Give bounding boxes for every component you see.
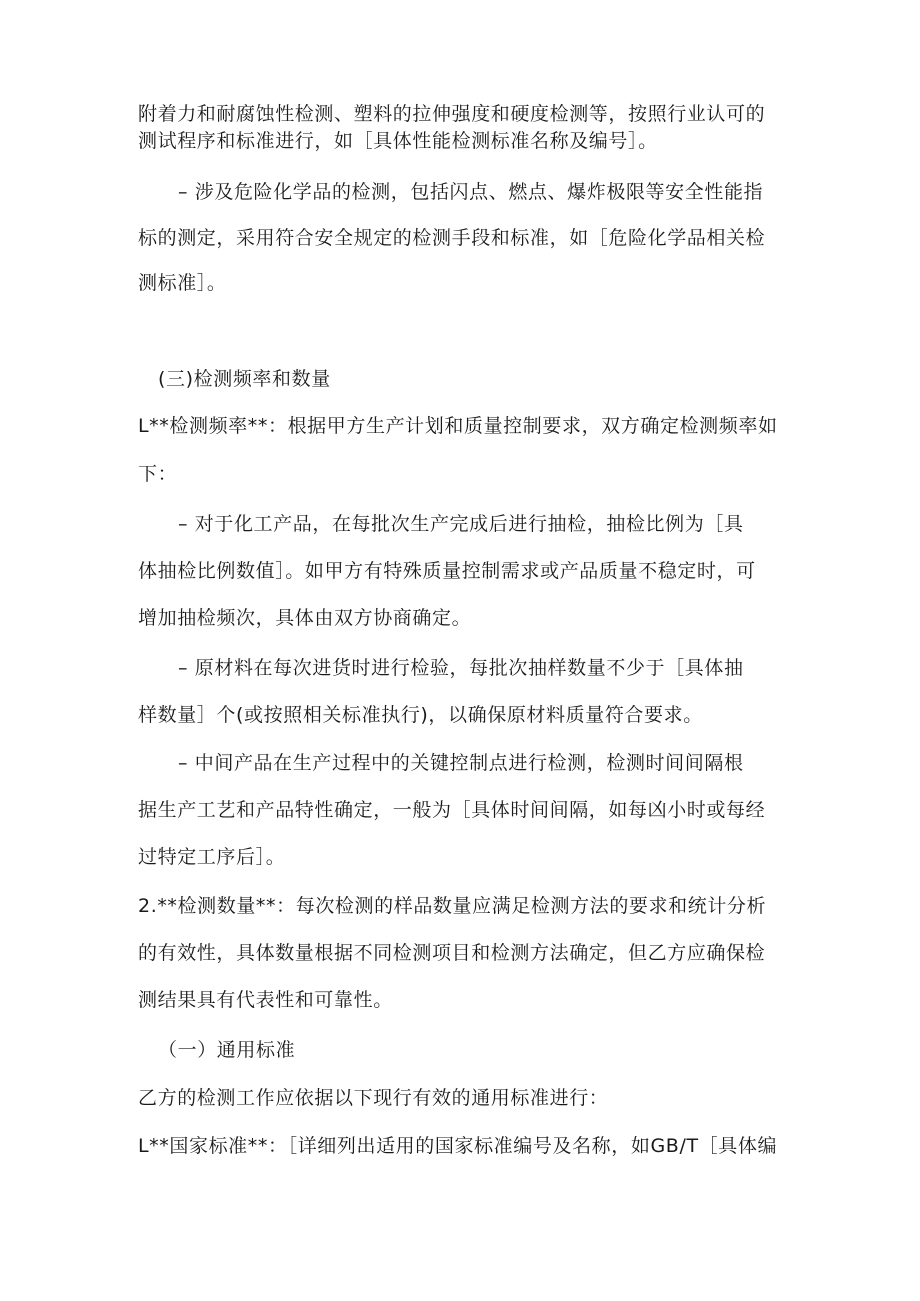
section-heading: (三)检测频率和数量 xyxy=(158,368,331,390)
paragraph-line: 测试程序和标准进行，如［具体性能检测标准名称及编号］。 xyxy=(138,130,658,152)
paragraph-line: L**国家标准**：［详细列出适用的国家标准编号及名称，如GB/T［具体编 xyxy=(138,1135,778,1157)
paragraph-line: 测标准］。 xyxy=(138,272,227,294)
paragraph-line: 的有效性，具体数量根据不同检测项目和检测方法确定，但乙方应确保检 xyxy=(138,942,766,964)
paragraph-line: 下： xyxy=(138,463,178,485)
paragraph-line: 增加抽检频次，具体由双方协商确定。 xyxy=(138,607,472,629)
paragraph-line: – 对于化工产品，在每批次生产完成后进行抽检，抽检比例为［具 xyxy=(178,513,744,535)
section-heading: （一）通用标准 xyxy=(158,1039,296,1061)
paragraph-line: 测结果具有代表性和可靠性。 xyxy=(138,989,393,1011)
paragraph-line: L**检测频率**：根据甲方生产计划和质量控制要求，双方确定检测频率如 xyxy=(138,415,778,437)
paragraph-line: – 中间产品在生产过程中的关键控制点进行检测，检测时间间隔根 xyxy=(178,752,744,774)
paragraph-line: – 原材料在每次进货时进行检验，每批次抽样数量不少于［具体抽 xyxy=(178,657,744,679)
paragraph-line: 2.**检测数量**：每次检测的样品数量应满足检测方法的要求和统计分析 xyxy=(138,895,767,917)
paragraph-line: – 涉及危险化学品的检测，包括闪点、燃点、爆炸极限等安全性能指 xyxy=(178,181,764,203)
paragraph-line: 乙方的检测工作应依据以下现行有效的通用标准进行： xyxy=(138,1087,609,1109)
paragraph-line: 标的测定，采用符合安全规定的检测手段和标准，如［危险化学品相关检 xyxy=(138,227,766,249)
paragraph-line: 样数量］个(或按照相关标准执行)，以确保原材料质量符合要求。 xyxy=(138,704,703,726)
paragraph-line: 据生产工艺和产品特性确定，一般为［具体时间间隔，如每凶小时或每经 xyxy=(138,799,766,821)
paragraph-line: 过特定工序后］。 xyxy=(138,846,286,868)
paragraph-line: 体抽检比例数值］。如甲方有特殊质量控制需求或产品质量不稳定时，可 xyxy=(138,560,756,582)
paragraph-line: 附着力和耐腐蚀性检测、塑料的拉伸强度和硬度检测等，按照行业认可的 xyxy=(138,103,766,125)
